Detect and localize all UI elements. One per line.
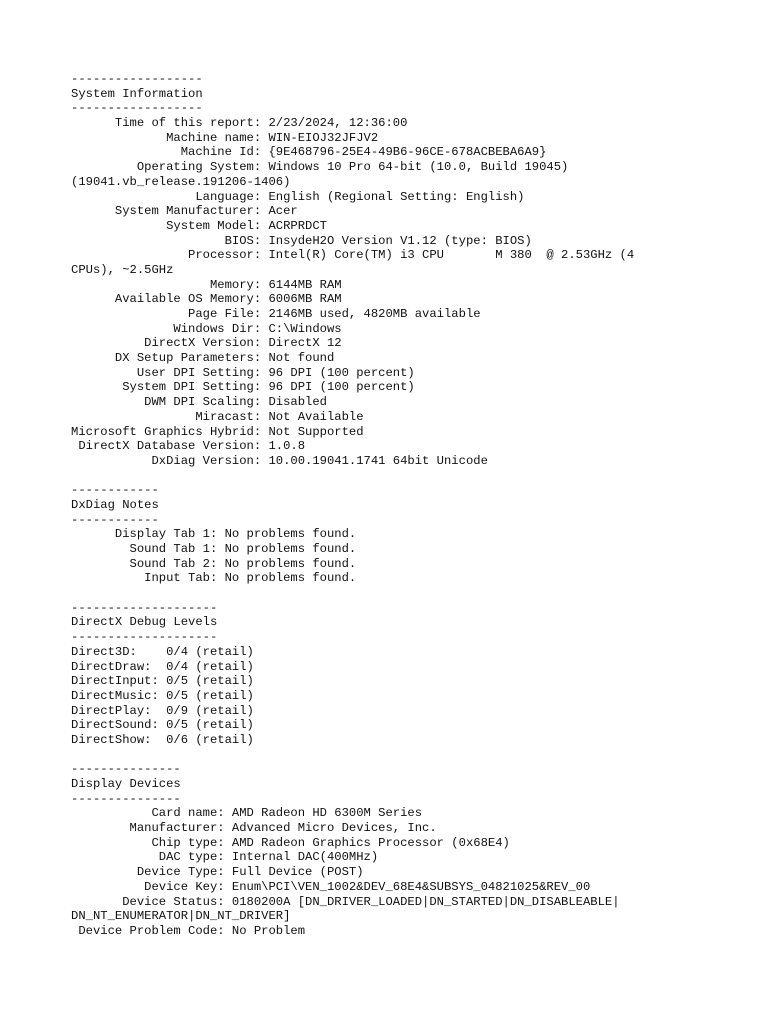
report-line: DirectMusic: 0/5 (retail) [71, 688, 254, 703]
report-line: --------------- [71, 762, 181, 777]
blank-line [71, 748, 634, 763]
section-title-dxdiag-notes: DxDiag Notes [71, 497, 159, 512]
section-title-system-information: System Information [71, 86, 203, 101]
report-line: DirectInput: 0/5 (retail) [71, 674, 254, 689]
report-line: BIOS: InsydeH2O Version V1.12 (type: BIOS) [71, 233, 532, 248]
dxdiag-report [71, 72, 634, 939]
report-line: Language: English (Regional Setting: English) [71, 189, 525, 204]
report-line: Display Tab 1: No problems found. [71, 527, 357, 542]
report-line: Sound Tab 2: No problems found. [71, 556, 357, 571]
report-line: ------------ [71, 512, 159, 527]
report-line: Machine name: WIN-EIOJ32JFJV2 [71, 130, 379, 145]
report-line: System Manufacturer: Acer [71, 204, 298, 219]
report-line: (19041.vb_release.191206-1406) [71, 174, 291, 189]
report-line: Device Type: Full Device (POST) [71, 865, 364, 880]
report-line: Chip type: AMD Radeon Graphics Processor (0x68E4) [71, 835, 510, 850]
report-line: DirectSound: 0/5 (retail) [71, 718, 254, 733]
section-title-display-devices: Display Devices [71, 777, 181, 791]
blank-line [71, 586, 634, 601]
report-line: System Model: ACRPRDCT [71, 218, 327, 233]
report-line: DirectDraw: 0/4 (retail) [71, 659, 254, 674]
report-line: Sound Tab 1: No problems found. [71, 542, 357, 556]
report-line: -------------------- [71, 630, 218, 645]
report-line: Machine Id: {9E468796-25E4-49B6-96CE-678ACBEBA6A9} [71, 145, 547, 160]
section-title-directx-debug-levels: DirectX Debug Levels [71, 615, 218, 630]
report-line: DirectPlay: 0/9 (retail) [71, 703, 254, 718]
report-line: ------------------ [71, 72, 203, 86]
report-line: Microsoft Graphics Hybrid: Not Supported [71, 424, 364, 439]
report-line: Device Key: Enum\PCI\VEN_1002&DEV_68E4&SUBSYS_04821025&REV_00 [71, 879, 591, 894]
report-line: DX Setup Parameters: Not found [71, 351, 335, 366]
report-line: Memory: 6144MB RAM [71, 277, 342, 292]
report-line: -------------------- [71, 600, 218, 615]
report-line: Miracast: Not Available [71, 409, 364, 424]
report-line: DN_NT_ENUMERATOR|DN_NT_DRIVER] [71, 909, 291, 924]
report-line: Page File: 2146MB used, 4820MB available [71, 307, 481, 321]
report-line: DWM DPI Scaling: Disabled [71, 395, 327, 410]
report-line: Time of this report: 2/23/2024, 12:36:00 [71, 116, 408, 131]
report-line: User DPI Setting: 96 DPI (100 percent) [71, 365, 415, 380]
report-line: Direct3D: 0/4 (retail) [71, 644, 254, 659]
report-line: DxDiag Version: 10.00.19041.1741 64bit Unicode [71, 453, 488, 468]
report-line: DirectShow: 0/6 (retail) [71, 732, 254, 747]
report-line: System DPI Setting: 96 DPI (100 percent) [71, 380, 415, 395]
report-line: Device Status: 0180200A [DN_DRIVER_LOADED|DN_STARTED|DN_DISABLEABLE| [71, 894, 620, 909]
report-line: Processor: Intel(R) Core(TM) i3 CPU M 380 @ 2.53GHz (4 [71, 248, 635, 263]
report-line: CPUs), ~2.5GHz [71, 262, 174, 277]
report-line: ------------ [71, 483, 159, 498]
report-line: DirectX Version: DirectX 12 [71, 336, 342, 351]
blank-line [71, 469, 634, 484]
report-line: Card name: AMD Radeon HD 6300M Series [71, 806, 423, 821]
report-line: DAC type: Internal DAC(400MHz) [71, 850, 379, 865]
report-line: ------------------ [71, 101, 203, 116]
report-line: --------------- [71, 791, 181, 806]
report-line: Input Tab: No problems found. [71, 571, 357, 586]
report-line: Operating System: Windows 10 Pro 64-bit (10.0, Build 19045) [71, 160, 569, 175]
report-line: Available OS Memory: 6006MB RAM [71, 292, 342, 307]
report-line: Manufacturer: Advanced Micro Devices, Inc. [71, 821, 437, 836]
report-line: Windows Dir: C:\Windows [71, 321, 342, 336]
report-line: Device Problem Code: No Problem [71, 923, 306, 938]
report-line: DirectX Database Version: 1.0.8 [71, 439, 306, 454]
